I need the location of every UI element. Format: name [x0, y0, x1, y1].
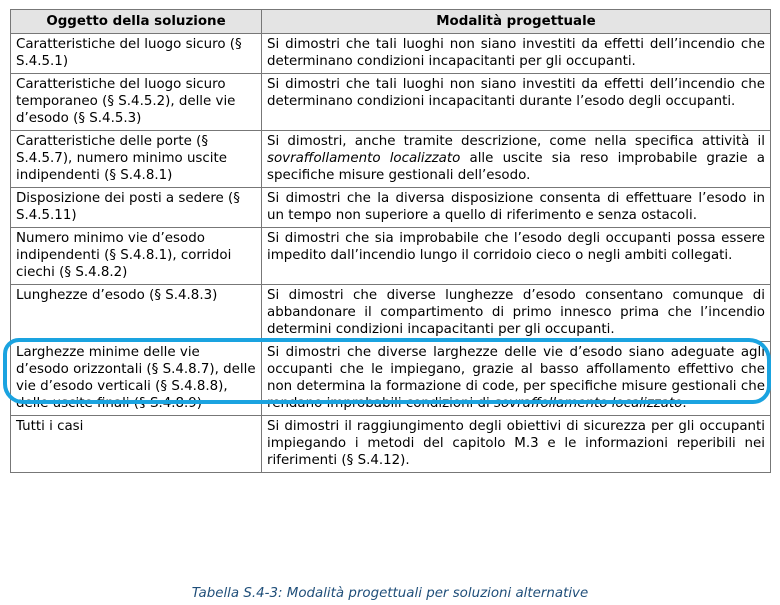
italic-term: sovraffollamento localizzato [494, 396, 683, 411]
table-row [11, 74, 771, 131]
cell-oggetto: Caratteristiche delle porte (§ S.4.5.7), numero minimo uscite indipendenti (§ S.4.8.1) [11, 131, 262, 188]
table-row [11, 342, 771, 416]
cell-oggetto: Disposizione dei posti a sedere (§ S.4.5.11) [11, 188, 262, 228]
header-oggetto: Oggetto della soluzione [11, 10, 262, 34]
cell-modalita: Si dimostri che sia improbabile che l’esodo degli occupanti possa essere impedito dall’incendio lungo il corridoio cieco o negli ambiti collegati. [262, 228, 771, 285]
cell-modalita: Si dimostri che tali luoghi non siano investiti da effetti dell’incendio che determinano condizioni incapacitanti durante l’esodo degli occupanti. [262, 74, 771, 131]
italic-term: sovraffollamento localizzato [267, 151, 461, 166]
table-row [11, 228, 771, 285]
cell-modalita: Si dimostri che diverse lunghezze d’esodo consentano comunque di abbandonare il compartimento di primo innesco prima che l’incendio determini condizioni incapacitanti per gli occupanti. [262, 285, 771, 342]
solutions-table [10, 9, 771, 473]
table-row [11, 188, 771, 228]
cell-modalita: Si dimostri, anche tramite descrizione, come nella specifica attività il sovraffollamento localizzato alle uscite sia reso improbabile grazie a specifiche misure gestionali dell’esodo. [262, 131, 771, 188]
header-modalita: Modalità progettuale [262, 10, 771, 34]
cell-modalita: Si dimostri che diverse larghezze delle vie d’esodo siano adeguate agli occupanti che le impiegano, grazie al basso affollamento effettivo che non determina la formazione di code, per specifiche misure gestionali che rendano improbabili condizioni di sovraffollamento localizzato. [262, 342, 771, 416]
cell-oggetto: Tutti i casi [11, 416, 262, 473]
cell-oggetto: Lunghezze d’esodo (§ S.4.8.3) [11, 285, 262, 342]
cell-modalita: Si dimostri che tali luoghi non siano investiti da effetti dell’incendio che determinano condizioni incapacitanti per gli occupanti. [262, 34, 771, 74]
cell-oggetto: Caratteristiche del luogo sicuro (§ S.4.5.1) [11, 34, 262, 74]
table-row [11, 34, 771, 74]
cell-oggetto: Larghezze minime delle vie d’esodo orizzontali (§ S.4.8.7), delle vie d’esodo verticali (§ S.4.8.8), delle uscite finali (§ S.4.8.9) [11, 342, 262, 416]
cell-modalita: Si dimostri che la diversa disposizione consenta di effettuare l’esodo in un tempo non superiore a quello di riferimento e senza ostacoli. [262, 188, 771, 228]
cell-oggetto: Numero minimo vie d’esodo indipendenti (§ S.4.8.1), corridoi ciechi (§ S.4.8.2) [11, 228, 262, 285]
table-header-row [11, 10, 771, 34]
table-row [11, 416, 771, 473]
table-row [11, 131, 771, 188]
table-caption: Tabella S.4-3: Modalità progettuali per soluzioni alternative [191, 586, 589, 601]
cell-modalita: Si dimostri il raggiungimento degli obiettivi di sicurezza per gli occupanti impiegando i metodi del capitolo M.3 e le informazioni reperibili nei riferimenti (§ S.4.12). [262, 416, 771, 473]
cell-oggetto: Caratteristiche del luogo sicuro temporaneo (§ S.4.5.2), delle vie d’esodo (§ S.4.5.3) [11, 74, 262, 131]
table-row-highlighted [11, 285, 771, 342]
